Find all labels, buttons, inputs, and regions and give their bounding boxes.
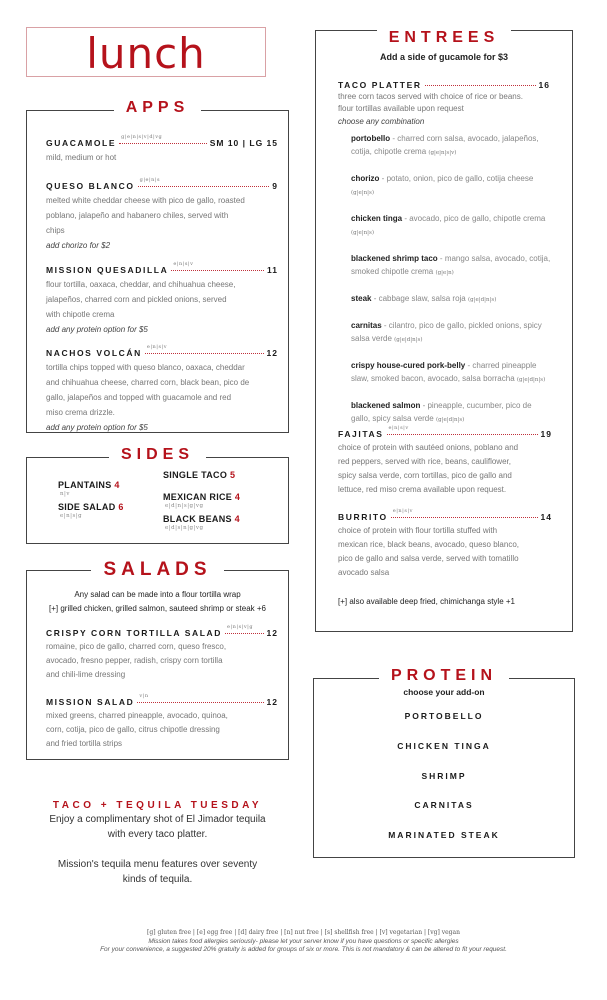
menu-item-burrito: BURRITO e|n|s|v 14 choice of protein with flour tortilla stuffed with mexican rice, black beans, avocado, queso blanco, pico de gallo and salsa verde, served with tomatillo avocado salsa <box>338 508 552 577</box>
menu-title-box <box>26 27 266 77</box>
taco-option-blackened-shrimp: blackened shrimp taco - mango salsa, avocado, cotija, smoked chipotle crema (g|e|n) <box>351 254 551 276</box>
protein-heading: PROTEIN <box>314 667 574 685</box>
taco-option-chorizo: chorizo - potato, onion, pico de gallo, cotija cheese (g|e|n|s) <box>351 174 534 196</box>
sides-heading: SIDES <box>27 446 288 464</box>
side-item-black-beans: BLACK BEANS 4 e|d|s|n|g|vg <box>163 514 240 531</box>
taco-option-steak: steak - cabbage slaw, salsa roja (g|e|d|n|s) <box>351 294 497 303</box>
protein-item-chicken-tinga: CHICKEN TINGA <box>397 741 491 751</box>
footer <box>0 929 607 953</box>
menu-title: lunch <box>86 29 206 78</box>
taco-option-blackened-salmon: blackened salmon - pineapple, cucumber, pico de gallo, spicy salsa verde (g|e|d|n|s) <box>351 401 532 423</box>
taco-option-portobello: portobello - charred corn salsa, avocado, jalapeños, cotija, chipotle crema (g|e|n|s|v) <box>351 134 539 156</box>
side-item-side-salad: SIDE SALAD 6 e|n|s|g <box>58 502 124 519</box>
taco-option-pork-belly: crispy house-cured pork-belly - charred pineapple slaw, smoked bacon, avocado, salsa borracha (g|e|d|n|s) <box>351 361 546 383</box>
menu-item-queso-blanco: QUESO BLANCO g|e|n|s 9 melted white cheddar cheese with pico de gallo, roasted poblano, jalapeño and habanero chiles, served with chips add chorizo for $2 <box>46 177 278 250</box>
sides-section <box>26 446 289 544</box>
apps-heading: APPS <box>27 99 288 117</box>
side-item-plantains: PLANTAINS 4 n|v <box>58 480 120 497</box>
promo-text: Enjoy a complimentary shot of El Jimador tequila with every taco platter. Mission's tequila menu features over seventy kinds of tequila. <box>49 814 266 885</box>
allergy-notice: Mission takes food allergies seriously- please let your server know if you have questions or specific allergies <box>148 938 459 945</box>
salads-heading: SALADS <box>27 559 288 581</box>
menu-item-crispy-corn-tortilla-salad: CRISPY CORN TORTILLA SALAD e|n|s|v|g 12 romaine, pico de gallo, charred corn, queso fresco, avocado, fresno pepper, radish, crispy corn tortilla and chili-lime dressing <box>46 624 278 679</box>
menu-item-fajitas: FAJITAS e|n|s|v 19 choice of protein with sautéed onions, poblano and red peppers, served with rice, beans, cauliflower, spicy salsa verde, corn tortillas, pico de gallo and lettuce, red miso crema available upon request. <box>338 425 552 494</box>
protein-subheading: choose your add-on <box>403 687 485 697</box>
taco-option-chicken-tinga: chicken tinga - avocado, pico de gallo, chipotle crema (g|e|n|s) <box>351 214 546 236</box>
entrees-section <box>315 30 573 632</box>
dietary-legend: [g] gluten free | [e] egg free | [d] dairy free | [n] nut free | [s] shellfish free | [v] vegetarian | [vg] vegan <box>147 929 460 936</box>
side-item-single-taco: SINGLE TACO 5 <box>163 470 236 480</box>
salads-section <box>26 559 289 760</box>
entrees-subheading: Add a side of gucamole for $3 <box>379 52 509 62</box>
salads-intro: Any salad can be made into a flour tortilla wrap [+] grilled chicken, grilled salmon, sauteed shrimp or steak +6 <box>49 590 266 613</box>
entrees-heading: ENTREES <box>316 29 572 47</box>
protein-item-carnitas: CARNITAS <box>414 800 474 810</box>
menu-item-guacamole: GUACAMOLE g|e|n|s|v|d|vg SM 10 | LG 15 mild, medium or hot <box>46 134 278 162</box>
taco-option-carnitas: carnitas - cilantro, pico de gallo, pickled onions, spicy salsa verde (g|e|d|n|s) <box>351 321 542 343</box>
side-item-mexican-rice: MEXICAN RICE 4 e|d|n|s|g|vg <box>163 492 241 509</box>
gratuity-notice: For your convenience, a suggested 20% gratuity is added for groups of six or more. This is not mandatory & can be altered to fit your request. <box>100 946 507 953</box>
menu-item-nachos-volcan: NACHOS VOLCÁN e|n|s|v 12 tortilla chips topped with queso blanco, oaxaca, cheddar and chihuahua cheese, charred corn, black bean, pico de gallo, jalapeños and topped with guacamole and red miso crema drizzle. add any protein option for $5 <box>46 344 278 432</box>
menu-item-mission-salad: MISSION SALAD v|n 12 mixed greens, charred pineapple, avocado, quinoa, corn, cotija, pico de gallo, citrus chipotle dressing and fried tortilla strips <box>46 693 278 748</box>
menu-item-mission-quesadilla: MISSION QUESADILLA e|n|s|v 11 flour tortilla, oaxaca, cheddar, and chihuahua cheese, jalapeños, charred corn and pickled onions, served with chipotle crema add any protein option for $5 <box>46 261 278 334</box>
protein-item-portobello: PORTOBELLO <box>404 711 484 721</box>
apps-section <box>26 99 289 433</box>
promo-block <box>26 800 289 887</box>
promo-heading: TACO + TEQUILA TUESDAY <box>52 800 263 811</box>
protein-item-marinated-steak: MARINATED STEAK <box>388 830 500 840</box>
protein-section <box>313 667 575 858</box>
entrees-footnote: [+] also available deep fried, chimichanga style +1 <box>338 597 515 606</box>
taco-options-list <box>351 132 551 439</box>
protein-item-shrimp: SHRIMP <box>421 771 467 781</box>
menu-item-taco-platter: TACO PLATTER 16 three corn tacos served with choice of rice or beans. flour tortillas available upon request choose any combination <box>338 80 550 126</box>
